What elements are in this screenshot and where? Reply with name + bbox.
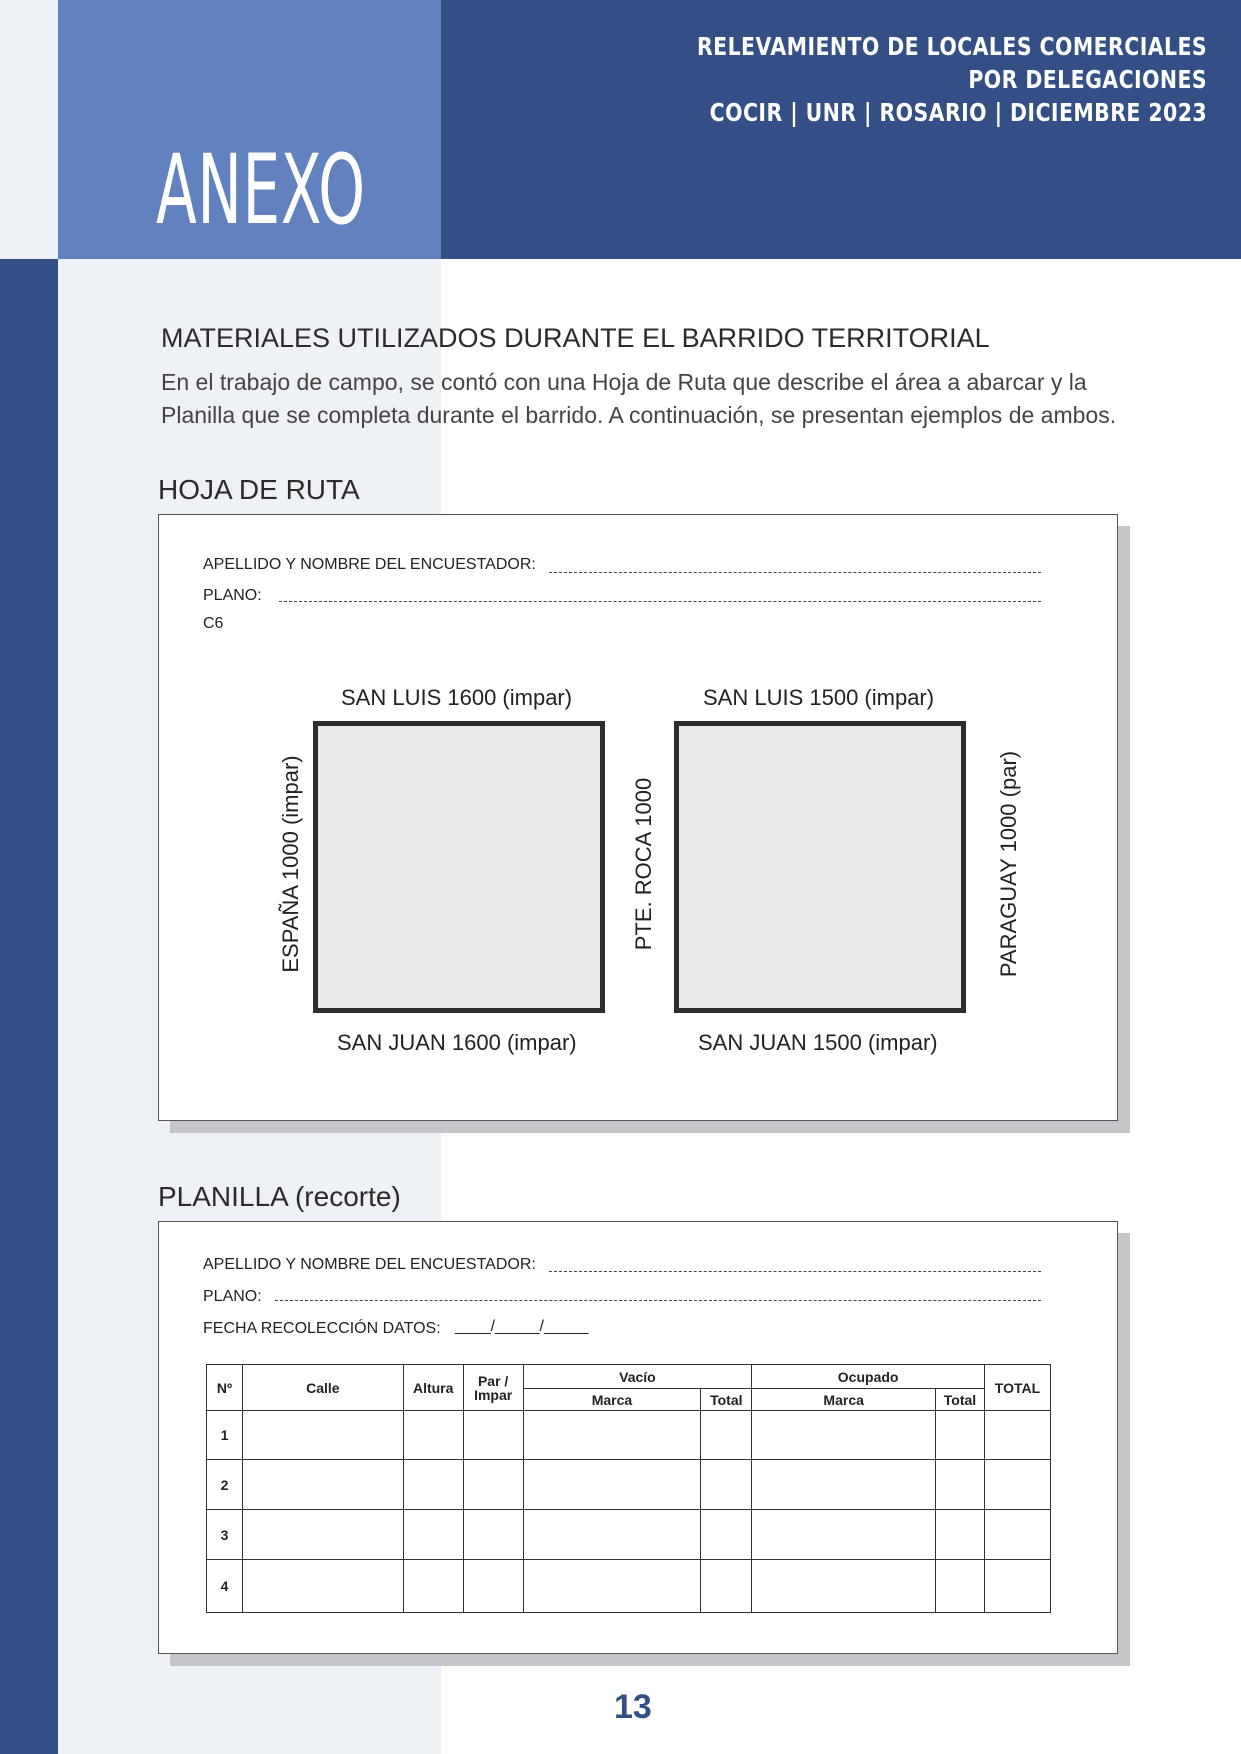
cell-ocupado-total[interactable]	[936, 1560, 985, 1613]
col-header-par: Par /	[477, 1372, 509, 1389]
row-number: 1	[207, 1411, 243, 1460]
street-bottom-left: SAN JUAN 1600 (impar)	[337, 1030, 577, 1055]
materials-title: MATERIALES UTILIZADOS DURANTE EL BARRIDO TERRITORIAL	[161, 323, 990, 353]
col-header-ocupado-marca: Marca	[752, 1389, 936, 1411]
planilla-table	[206, 1364, 1051, 1613]
street-middle: PTE. ROCA 1000	[631, 777, 656, 951]
cell-total[interactable]	[984, 1411, 1050, 1460]
cell-ocupado-marca[interactable]	[752, 1510, 936, 1560]
col-header-vacio-total: Total	[701, 1389, 752, 1411]
hoja-de-ruta-title: HOJA DE RUTA	[158, 474, 360, 505]
col-header-ocupado-total: Total	[936, 1389, 985, 1411]
cell-ocupado-marca[interactable]	[752, 1560, 936, 1613]
encuestador-label: APELLIDO Y NOMBRE DEL ENCUESTADOR:	[203, 556, 536, 573]
planilla-title: PLANILLA (recorte)	[158, 1181, 401, 1212]
table-row	[207, 1411, 1051, 1460]
cell-vacio-total[interactable]	[701, 1411, 752, 1460]
cell-calle[interactable]	[242, 1560, 403, 1613]
section-heading: ANEXO	[156, 134, 366, 246]
row-number: 2	[207, 1460, 243, 1510]
cell-calle[interactable]	[242, 1411, 403, 1460]
col-header-num: Nº	[207, 1365, 243, 1411]
report-title-line-3: COCIR | UNR | ROSARIO | DICIEMBRE 2023	[709, 98, 1207, 127]
plano-field[interactable]	[279, 601, 1041, 602]
street-bottom-right: SAN JUAN 1500 (impar)	[698, 1030, 938, 1055]
planilla-plano-field[interactable]	[275, 1300, 1041, 1301]
cell-ocupado-marca[interactable]	[752, 1411, 936, 1460]
cell-ocupado-total[interactable]	[936, 1510, 985, 1560]
cell-altura[interactable]	[403, 1460, 463, 1510]
cell-ocupado-total[interactable]	[936, 1411, 985, 1460]
cell-vacio-marca[interactable]	[523, 1510, 701, 1560]
col-header-altura: Altura	[403, 1365, 463, 1411]
street-top-left: SAN LUIS 1600 (impar)	[341, 685, 573, 710]
col-header-calle: Calle	[242, 1365, 403, 1411]
intro-paragraph: En el trabajo de campo, se contó con una Hoja de Ruta que describe el área a abarcar y la Planilla que se completa durante el barrido. A continuación, se presentan ejemplos de ambos.	[161, 369, 1117, 428]
cell-altura[interactable]	[403, 1560, 463, 1613]
city-block-left	[313, 721, 605, 1013]
planilla-card	[158, 1221, 1118, 1654]
planilla-plano-label: PLANO:	[203, 1288, 262, 1305]
cell-ocupado-marca[interactable]	[752, 1460, 936, 1510]
cell-altura[interactable]	[403, 1411, 463, 1460]
cell-ocupado-total[interactable]	[936, 1460, 985, 1510]
report-title	[697, 30, 1207, 129]
cell-vacio-marca[interactable]	[523, 1560, 701, 1613]
hoja-de-ruta-card	[158, 514, 1118, 1121]
col-header-par-impar	[463, 1365, 523, 1411]
report-title-line-2: POR DELEGACIONES	[968, 65, 1207, 94]
cell-vacio-total[interactable]	[701, 1560, 752, 1613]
page-number: 13	[614, 1688, 652, 1726]
report-title-line-1: RELEVAMIENTO DE LOCALES COMERCIALES	[696, 32, 1207, 61]
col-header-vacio-marca: Marca	[523, 1389, 701, 1411]
row-number: 4	[207, 1560, 243, 1613]
row-number: 3	[207, 1510, 243, 1560]
planilla-encuestador-field[interactable]	[549, 1271, 1041, 1272]
col-header-total: TOTAL	[984, 1365, 1050, 1411]
plano-code: C6	[203, 615, 224, 632]
cell-calle[interactable]	[242, 1510, 403, 1560]
col-header-impar: Impar	[474, 1386, 513, 1403]
cell-vacio-total[interactable]	[701, 1510, 752, 1560]
cell-calle[interactable]	[242, 1460, 403, 1510]
street-left: ESPAÑA 1000 (impar)	[278, 755, 303, 973]
street-top-right: SAN LUIS 1500 (impar)	[703, 685, 935, 710]
cell-total[interactable]	[984, 1510, 1050, 1560]
cell-par-impar[interactable]	[463, 1560, 523, 1613]
col-group-vacio: Vacío	[523, 1365, 752, 1389]
cell-total[interactable]	[984, 1560, 1050, 1613]
table-row	[207, 1560, 1051, 1613]
cell-vacio-total[interactable]	[701, 1460, 752, 1510]
fecha-field[interactable]: ____/_____/_____	[455, 1318, 589, 1335]
cell-vacio-marca[interactable]	[523, 1460, 701, 1510]
plano-label: PLANO:	[203, 587, 262, 604]
encuestador-field[interactable]	[549, 572, 1041, 573]
city-block-right	[674, 721, 966, 1013]
col-group-ocupado: Ocupado	[752, 1365, 985, 1389]
cell-vacio-marca[interactable]	[523, 1411, 701, 1460]
table-row	[207, 1510, 1051, 1560]
side-stripe	[0, 259, 58, 1754]
fecha-label: FECHA RECOLECCIÓN DATOS:	[203, 1320, 441, 1337]
cell-total[interactable]	[984, 1460, 1050, 1510]
cell-par-impar[interactable]	[463, 1411, 523, 1460]
cell-altura[interactable]	[403, 1510, 463, 1560]
street-right: PARAGUAY 1000 (par)	[996, 750, 1021, 978]
table-row	[207, 1460, 1051, 1510]
cell-par-impar[interactable]	[463, 1510, 523, 1560]
planilla-encuestador-label: APELLIDO Y NOMBRE DEL ENCUESTADOR:	[203, 1256, 536, 1273]
header-left-strip	[0, 0, 58, 259]
cell-par-impar[interactable]	[463, 1460, 523, 1510]
